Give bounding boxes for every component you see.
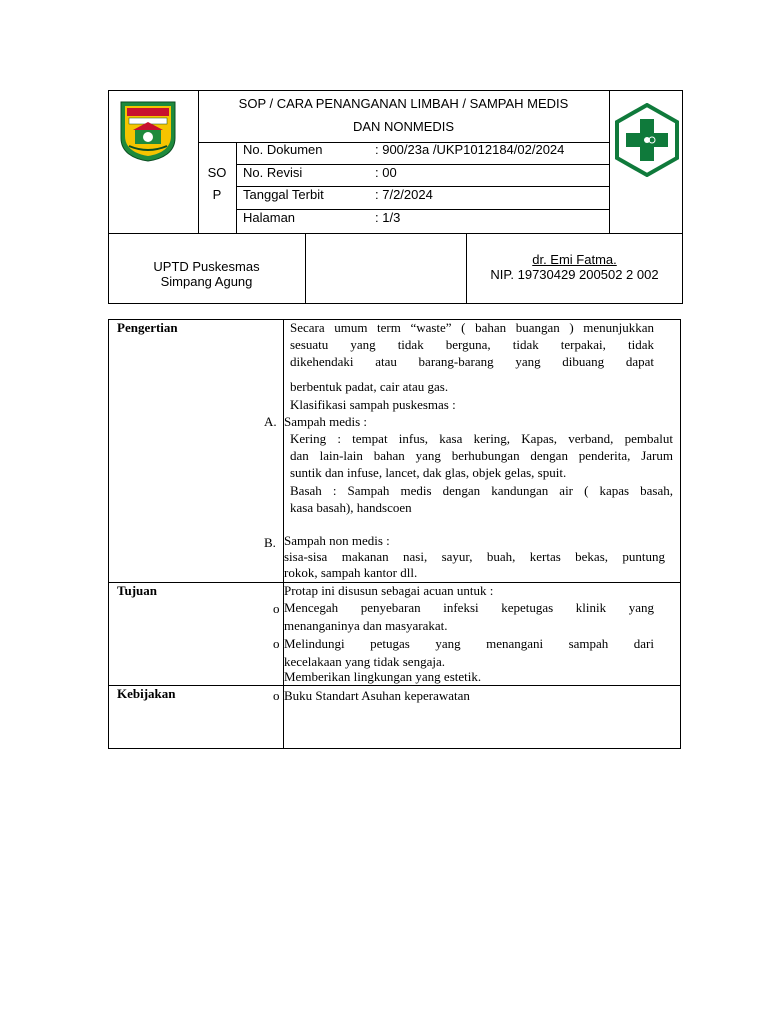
org-name-line1: UPTD Puskesmas <box>153 259 260 274</box>
sop-label-line1: SO <box>207 165 227 180</box>
classification-heading: Klasifikasi sampah puskesmas : <box>290 397 456 412</box>
pengertian-line: berbentuk padat, cair atau gas. <box>290 379 449 394</box>
section-label-kebijakan: Kebijakan <box>117 686 176 701</box>
non-medical-waste-line: rokok, sampah kantor dll. <box>284 565 418 580</box>
document-title-line1: SOP / CARA PENANGANAN LIMBAH / SAMPAH MEDIS <box>238 96 569 111</box>
section-label-pengertian: Pengertian <box>117 320 178 335</box>
header-divider <box>305 233 306 304</box>
page-label: Halaman <box>243 210 296 225</box>
sop-label-line2: P <box>212 187 222 202</box>
revision-label: No. Revisi <box>243 165 303 180</box>
pengertian-line: dikehendaki atau barang-barang yang dibuang dapat <box>290 354 654 369</box>
signer-nip: NIP. 19730429 200502 2 002 <box>490 267 659 282</box>
regency-logo <box>119 100 177 162</box>
page-value: : 1/3 <box>375 210 401 225</box>
header-divider <box>609 90 610 233</box>
header-divider <box>108 233 683 234</box>
revision-value: : 00 <box>375 165 397 180</box>
bullet-marker: o <box>273 688 280 703</box>
document-title-line2: DAN NONMEDIS <box>352 119 455 134</box>
dry-waste-line: dan lain-lain bahan yang berhubungan dengan penderita, Jarum <box>290 448 673 463</box>
non-medical-waste-title: Sampah non medis : <box>284 533 390 548</box>
doc-number-value: : 900/23a /UKP1012184/02/2024 <box>375 142 565 157</box>
tujuan-item: Memberikan lingkungan yang estetik. <box>284 669 482 684</box>
kebijakan-item: Buku Standart Asuhan keperawatan <box>284 688 470 703</box>
list-marker-a: A. <box>264 414 277 429</box>
tujuan-item: Melindungi petugas yang menangani sampah dari <box>284 636 654 651</box>
dry-waste-line: suntik dan infuse, lancet, dak glas, objek gelas, spuit. <box>290 465 567 480</box>
dry-waste-line: Kering : tempat infus, kasa kering, Kapas, verband, pembalut <box>290 431 673 446</box>
list-marker-b: B. <box>264 535 276 550</box>
issue-date-value: : 7/2/2024 <box>375 187 433 202</box>
bullet-marker: o <box>273 636 280 651</box>
doc-number-label: No. Dokumen <box>243 142 323 157</box>
medical-waste-title: Sampah medis : <box>284 414 368 429</box>
tujuan-item: Mencegah penyebaran infeksi kepetugas klinik yang <box>284 600 654 615</box>
wet-waste-line: Basah : Sampah medis dengan kandungan air ( kapas basah, <box>290 483 673 498</box>
issue-date-label: Tanggal Terbit <box>243 187 324 202</box>
signer-name: dr. Emi Fatma. <box>532 252 617 267</box>
org-name-line2: Simpang Agung <box>160 274 253 289</box>
puskesmas-logo <box>614 103 680 177</box>
non-medical-waste-line: sisa-sisa makanan nasi, sayur, buah, kertas bekas, puntung <box>284 549 665 564</box>
tujuan-item: menanganinya dan masyarakat. <box>284 618 448 633</box>
tujuan-intro: Protap ini disusun sebagai acuan untuk : <box>284 583 494 598</box>
section-label-tujuan: Tujuan <box>117 583 157 598</box>
pengertian-line: Secara umum term “waste” ( bahan buangan ) menunjukkan <box>290 320 654 335</box>
pengertian-line: sesuatu yang tidak berguna, tidak terpakai, tidak <box>290 337 654 352</box>
bullet-marker: o <box>273 601 280 616</box>
wet-waste-line: kasa basah), handscoen <box>290 500 412 515</box>
header-divider <box>236 142 237 233</box>
tujuan-item: kecelakaan yang tidak sengaja. <box>284 654 445 669</box>
